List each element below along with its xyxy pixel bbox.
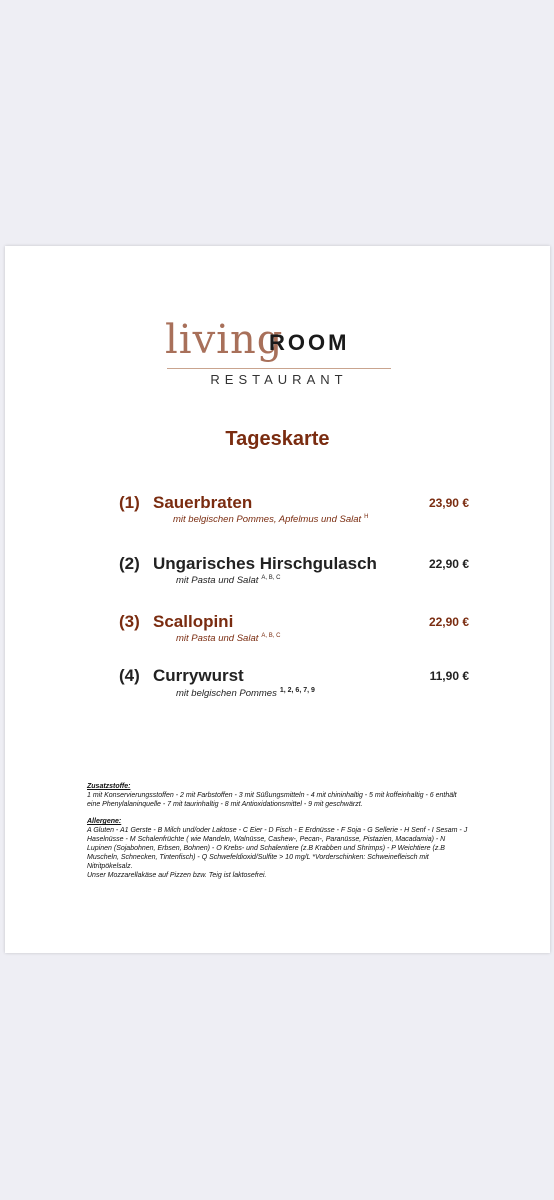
- item-description: mit belgischen Pommes, Apfelmus und Salat $^H$: [173, 514, 369, 526]
- menu-item: [119, 666, 469, 706]
- menu-item: [119, 493, 469, 533]
- item-price: 22,90 €: [428, 615, 469, 629]
- additives-text: 1 mit Konservierungsstoffen - 2 mit Farbstoffen - 3 mit Süßungsmitteln - 4 mit chininhaltig - 5 mit koffeinhaltig - 6 enthält eine Phenylalaninquelle - 7 mit taurinhaltig - 8 mit Antioxidationsmittel - 9 mit geschwärzt.: [87, 792, 457, 808]
- item-codes: A, B, C: [261, 575, 281, 581]
- item-name: Scallopini: [153, 612, 234, 631]
- item-name: Sauerbraten: [153, 493, 253, 512]
- logo-restaurant-text: RESTAURANT: [210, 372, 348, 387]
- mozzarella-text: Unser Mozzarellakäse auf Pizzen bzw. Teig ist laktosefrei.: [87, 872, 267, 879]
- logo-room-text: ROOM: [269, 330, 350, 355]
- item-number: (4): [119, 666, 140, 685]
- restaurant-logo: [165, 318, 399, 388]
- item-codes: A, B, C: [261, 633, 281, 639]
- menu-item: [119, 612, 469, 652]
- item-number: (3): [119, 612, 140, 631]
- item-codes: H: [364, 514, 369, 520]
- item-price: 11,90 €: [429, 669, 469, 683]
- item-number: (2): [119, 554, 140, 573]
- menu-page: [5, 246, 550, 953]
- menu-footnotes: [87, 782, 471, 880]
- item-name: Currywurst: [153, 666, 244, 685]
- item-price: 23,90 €: [428, 496, 469, 510]
- item-codes: 1, 2, 6, 7, 9: [279, 687, 315, 694]
- item-name: Ungarisches Hirschgulasch: [153, 554, 377, 573]
- page-title: Tageskarte: [225, 428, 330, 450]
- logo-divider: [167, 368, 391, 369]
- item-price: 22,90 €: [428, 557, 469, 571]
- menu-item: [119, 554, 469, 594]
- allergens-heading: Allergene:: [87, 818, 122, 825]
- logo-living-text: living: [165, 317, 284, 363]
- item-description: mit Pasta und Salat $^{A, B, C}$: [176, 575, 281, 587]
- item-number: (1): [119, 493, 140, 512]
- item-description: mit belgischen Pommes $^{1, 2, 6, 7, 9}$: [176, 687, 315, 700]
- item-description: mit Pasta und Salat $^{A, B, C}$: [176, 633, 281, 645]
- additives-heading: Zusatzstoffe:: [87, 783, 131, 790]
- allergens-text: A Gluten - A1 Gerste - B Milch und/oder Laktose - C Eier - D Fisch - E Erdnüsse - F Soja - G Sellerie - H Senf - I Sesam - J Haselnüsse - M Schalenfrüchte ( wie Mandeln, Walnüsse, Cashew-, Pecan-, Paranüsse, Pistazien, Macadamia) - N Lupinen (Sojabohnen, Erbsen, Bohnen) - O Krebs- und Schalentiere (z.B Krabben und Shrimps) - P Weichtiere (z.B Muscheln, Schnecken, Tintenfisch) - Q Schwefeldioxid/Sulfite > 10 mg/L *Vorderschinken: Schweinefleisch mit Nitritpökelsalz.: [87, 827, 468, 870]
